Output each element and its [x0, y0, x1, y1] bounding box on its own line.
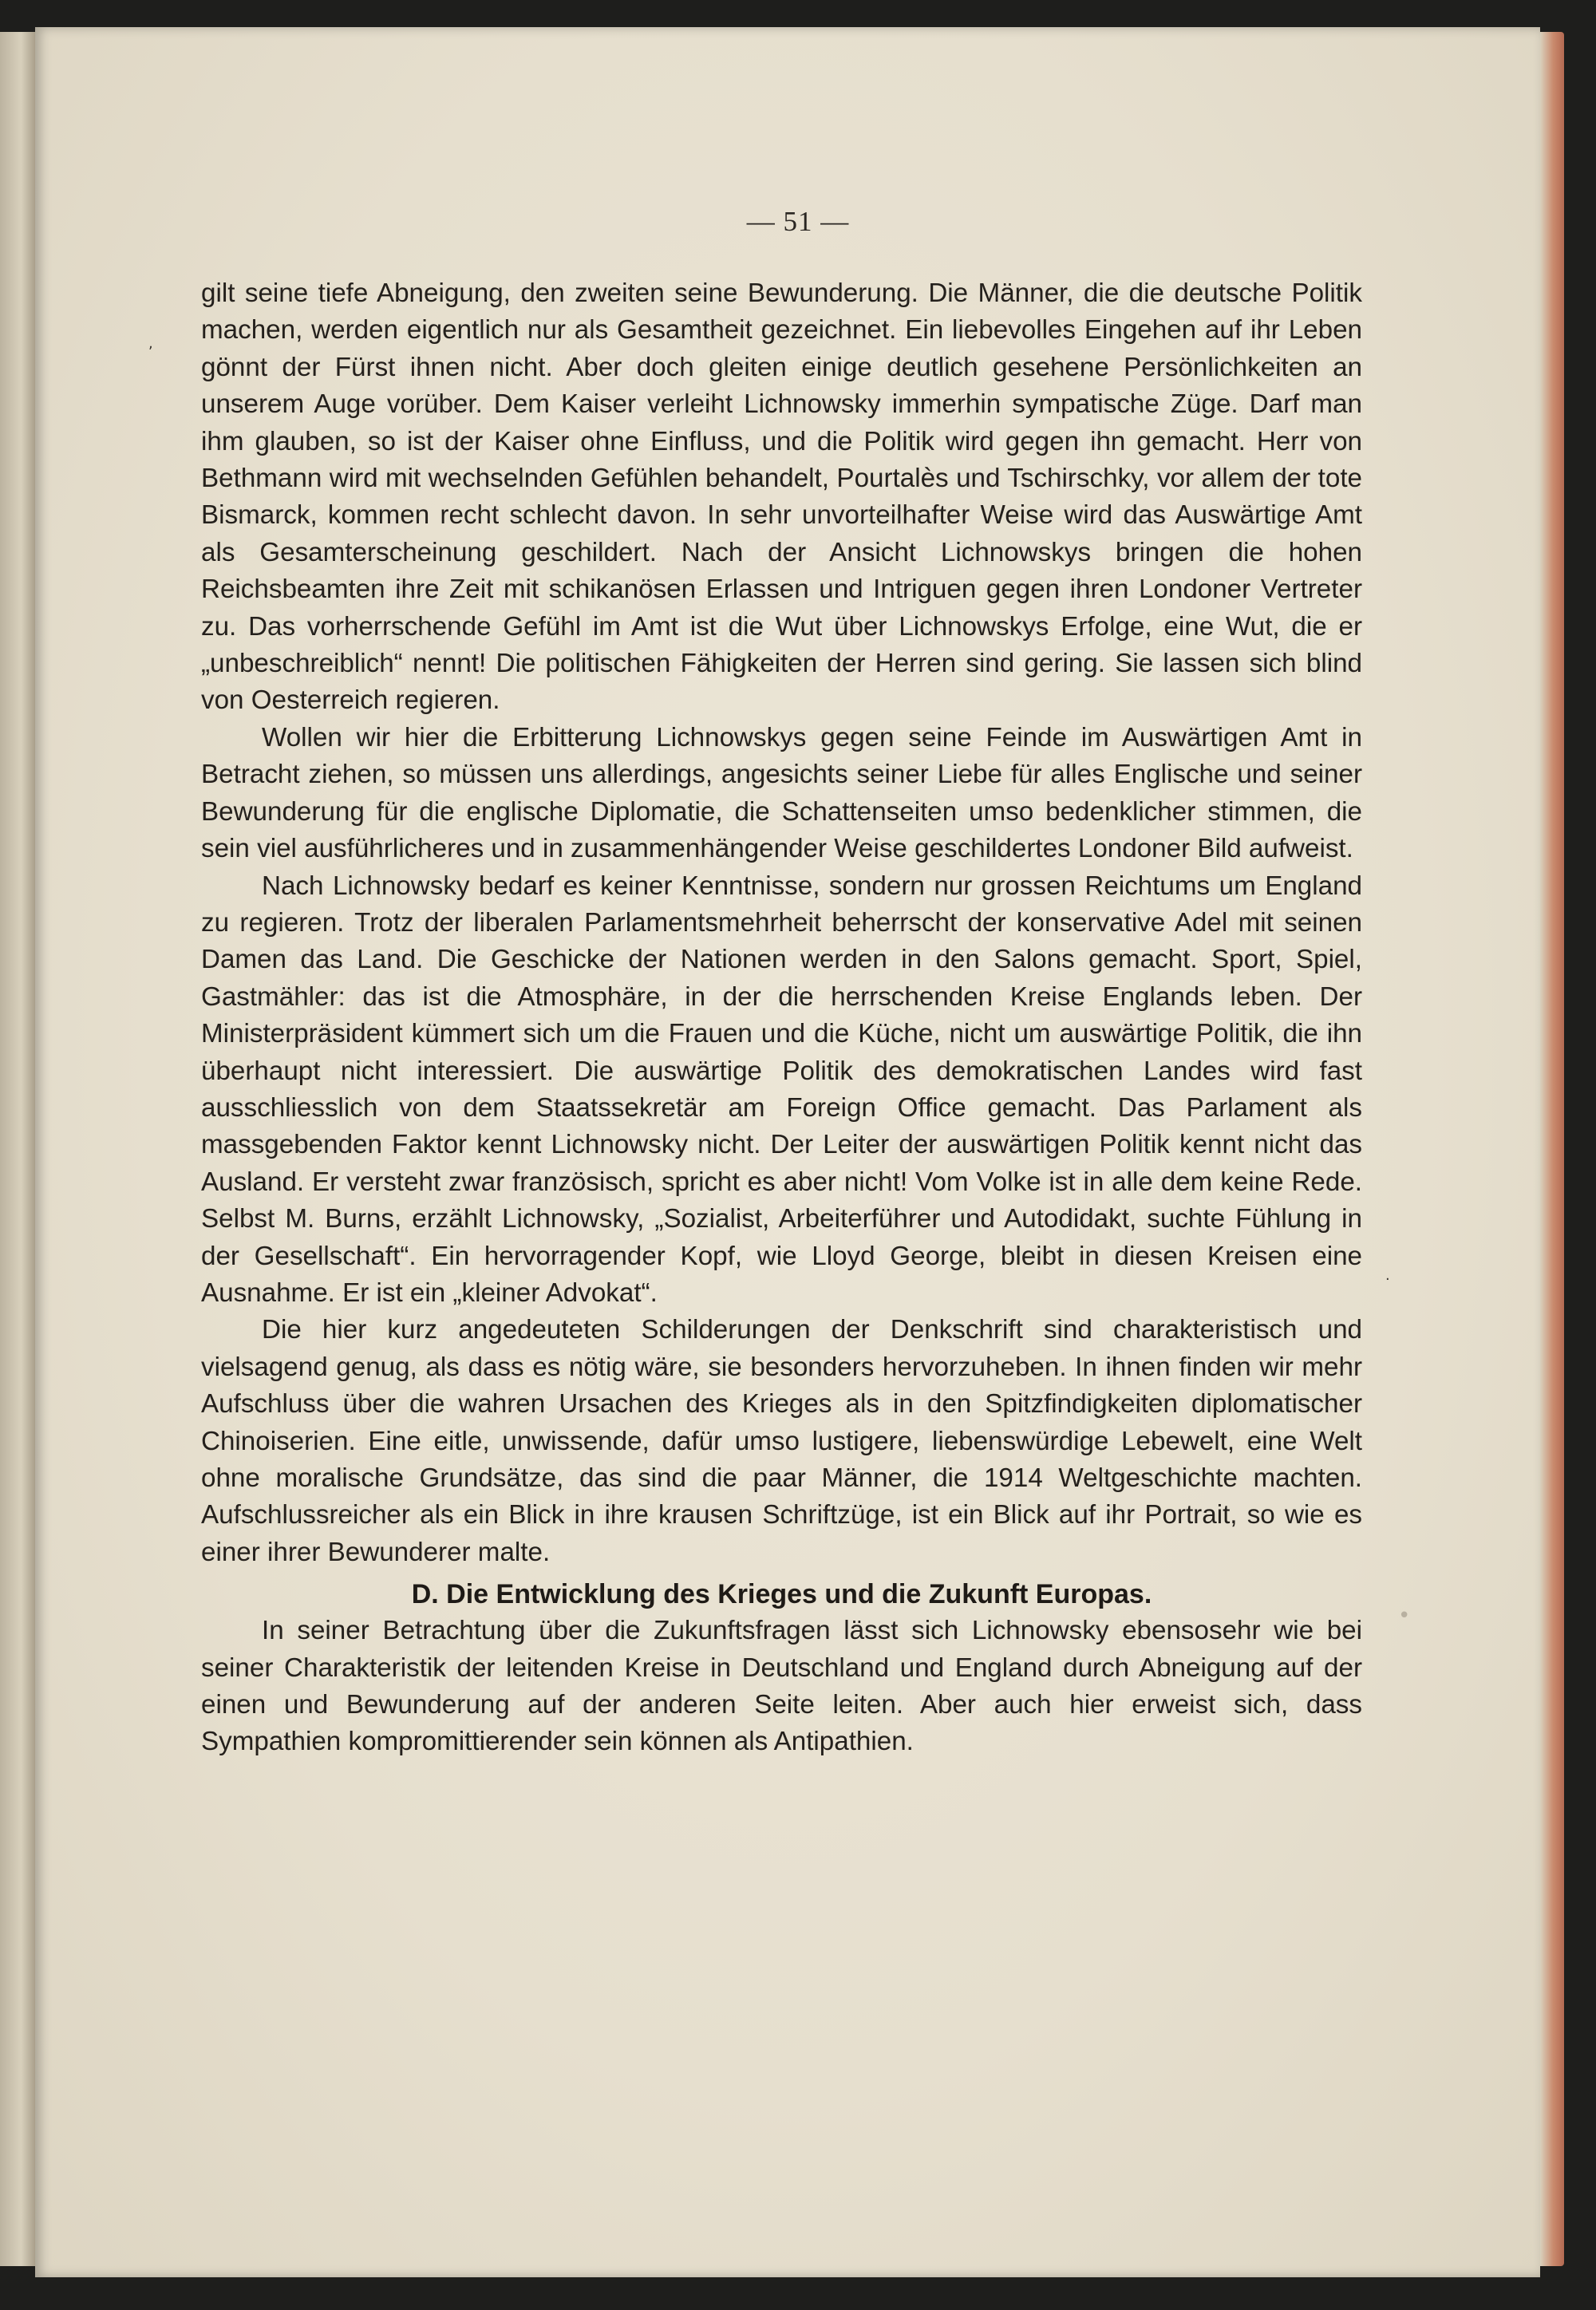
previous-page-edge	[0, 32, 35, 2266]
paragraph-2: Wollen wir hier die Erbitterung Lichnowskys gegen seine Feinde im Auswärtigen Amt in Betracht ziehen, so müssen uns allerdings, angesichts seiner Liebe für alles Englische und seiner Bewunderung für die englische Diplomatie, die Schattenseiten umso bedenklicher stimmen, die sein viel ausführlicheres und in zusammenhängender Weise geschildertes Londoner Bild aufweist.	[201, 722, 1362, 864]
paragraph-3: Nach Lichnowsky bedarf es keiner Kenntnisse, sondern nur grossen Reichtums um England zu regieren. Trotz der liberalen Parlamentsmehrheit beherrscht der konservative Adel mit seinen Damen das Land. Die Geschicke der Nationen werden in den Salons gemacht. Sport, Spiel, Gastmähler: das ist die Atmosphäre, in der die herrschenden Kreise Englands leben. Der Ministerpräsident kümmert sich um die Frauen und die Küche, nicht um auswärtige Politik, die ihn überhaupt nicht interessiert. Die auswärtige Politik des demokratischen Landes wird fast ausschliesslich von dem Staatssekretär am Foreign Office gemacht. Das Parlament als massgebenden Faktor kennt Lichnowsky nicht. Der Leiter der auswärtigen Politik kennt nicht das Ausland. Er versteht zwar französisch, spricht es aber nicht! Vom Volke ist in alle dem keine Rede. Selbst M. Burns, erzählt Lichnowsky, „Sozialist, Arbeiterführer und Autodidakt, suchte Fühlung in der Gesellschaft“. Ein hervorragender Kopf, wie Lloyd George, bleibt in diesen Kreisen eine Ausnahme. Er ist ein „kleiner Advokat“.	[201, 871, 1362, 1308]
paragraph-1: gilt seine tiefe Abneigung, den zweiten seine Bewunderung. Die Männer, die die deutsche Politik machen, werden eigentlich nur als Gesamtheit gezeichnet. Ein liebevolles Eingehen auf ihr Leben gönnt der Fürst ihnen nicht. Aber doch gleiten einige deutlich gesehene Persönlichkeiten an unserem Auge vorüber. Dem Kaiser verleiht Lichnowsky immerhin sympatische Züge. Darf man ihm glauben, so ist der Kaiser ohne Einfluss, und die Politik wird gegen ihn gemacht. Herr von Bethmann wird mit wechselnden Gefühlen behandelt, Pourtalès und Tschirschky, vor allem der tote Bismarck, kommen recht schlecht davon. In sehr unvorteilhafter Weise wird das Auswärtige Amt als Gesamterscheinung geschildert. Nach der Ansicht Lichnowskys bringen die hohen Reichsbeamten ihre Zeit mit schikanösen Erlassen und Intriguen gegen ihren Londoner Vertreter zu. Das vorherrschende Gefühl im Amt ist die Wut über Lichnowskys Erfolge, eine Wut, die er „unbeschreiblich“ nennt! Die politischen Fähigkeiten der Herren sind gering. Sie lassen sich blind von Oesterreich regieren.	[201, 278, 1362, 716]
section-paragraph: In seiner Betrachtung über die Zukunftsfragen lässt sich Lichnowsky ebensosehr wie bei seiner Charakteristik der leitenden Kreise in Deutschland und England durch Abneigung auf der einen und Bewunderung auf der anderen Seite leiten. Aber auch hier erweist sich, dass Sympathien kompromittierender sein können als Antipathien.	[201, 1616, 1362, 1757]
paragraph-4: Die hier kurz angedeuteten Schilderungen der Denkschrift sind charakteristisch und vielsagend genug, als dass es nötig wäre, sie besonders hervorzuheben. In ihnen finden wir mehr Aufschluss über die wahren Ursachen des Krieges als in den Spitzfindigkeiten diplomatischer Chinoiserien. Eine eitle, unwissende, dafür umso lustigere, liebenswürdige Lebewelt, eine Welt ohne moralische Grundsätze, das sind die paar Männer, die 1914 Weltgeschichte machten. Aufschlussreicher als ein Blick in ihre krausen Schriftzüge, ist ein Blick auf ihr Portrait, so wie es einer ihrer Bewunderer malte.	[201, 1315, 1362, 1567]
margin-speck: ,	[148, 335, 153, 352]
body-text	[201, 275, 1362, 1761]
page-number: — 51 —	[746, 206, 850, 237]
section-heading: D. Die Entwicklung des Krieges und die Zukunft Europas.	[411, 1579, 1152, 1610]
margin-speck: .	[1385, 1267, 1390, 1284]
page-fore-edge	[1540, 32, 1564, 2266]
margin-speck: •	[1398, 1604, 1411, 1628]
